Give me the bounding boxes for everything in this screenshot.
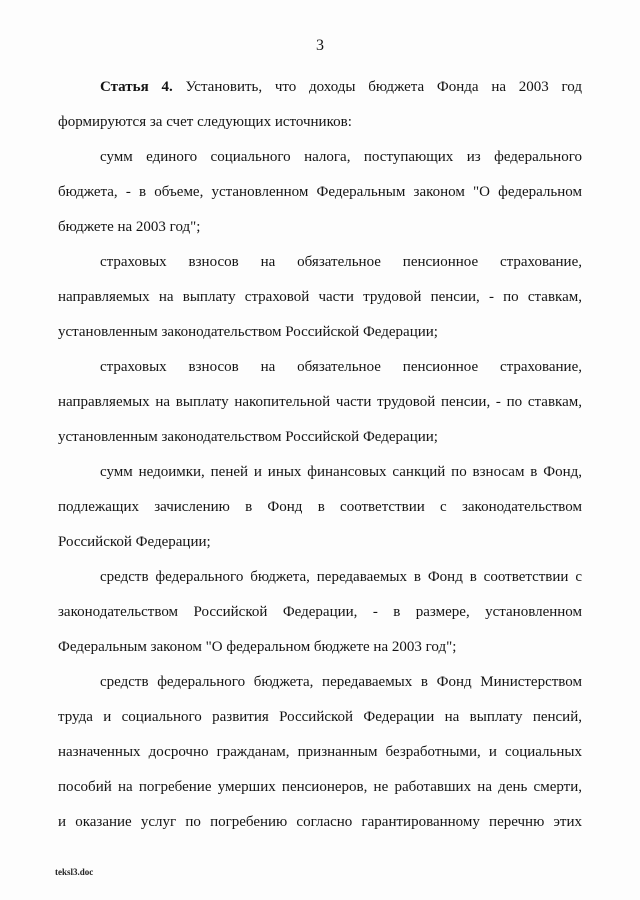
text-line: пособий на погребение умерших пенсионеров, не работавших на день смерти, [58,779,582,795]
source-item-arrears-and-penalties [58,455,582,560]
text-line: законодательством Российской Федерации, - в размере, установленном [58,604,582,620]
article-4-paragraph [58,70,582,140]
text-line: формируются за счет следующих источников: [58,114,352,130]
text-line: направляемых на выплату страховой части трудовой пенсии, - по ставкам, [58,289,582,305]
text-line: сумм единого социального налога, поступающих из федерального [100,149,582,165]
text-line: установленным законодательством Российской Федерации; [58,324,438,340]
text-line: сумм недоимки, пеней и иных финансовых санкций по взносам в Фонд, [100,464,582,480]
text-line [58,70,582,105]
source-item-federal-budget-funds [58,560,582,665]
article-intro-text: Установить, что доходы бюджета Фонда на 2003 год [185,79,582,95]
text-line: установленным законодательством Российской Федерации; [58,429,438,445]
article-label: Статья 4. [100,79,173,95]
text-line: труда и социального развития Российской Федерации на выплату пенсий, [58,709,582,725]
text-line: Российской Федерации; [58,534,211,550]
source-item-insurance-contributions-funded-part [58,350,582,455]
source-item-ministry-transfers [58,665,582,840]
text-line: страховых взносов на обязательное пенсионное страхование, [100,359,582,375]
text-line: страховых взносов на обязательное пенсионное страхование, [100,254,582,270]
text-line: средств федерального бюджета, передаваемых в Фонд в соответствии с [100,569,582,585]
source-item-social-tax [58,140,582,245]
text-line: средств федерального бюджета, передаваемых в Фонд Министерством [100,674,582,690]
text-line: бюджета, - в объеме, установленном Федеральным законом "О федеральном [58,184,582,200]
text-line: направляемых на выплату накопительной части трудовой пенсии, - по ставкам, [58,394,582,410]
page-number: 3 [316,37,324,54]
text-line: и оказание услуг по погребению согласно гарантированному перечню этих [58,814,582,830]
footer-filename: teksl3.doc [55,867,94,877]
text-line: Федеральным законом "О федеральном бюджете на 2003 год"; [58,639,457,655]
source-item-insurance-contributions-insurance-part [58,245,582,350]
text-line: подлежащих зачислению в Фонд в соответствии с законодательством [58,499,582,515]
text-line: бюджете на 2003 год"; [58,219,201,235]
text-line: назначенных досрочно гражданам, признанным безработными, и социальных [58,744,582,760]
document-body [58,70,582,840]
